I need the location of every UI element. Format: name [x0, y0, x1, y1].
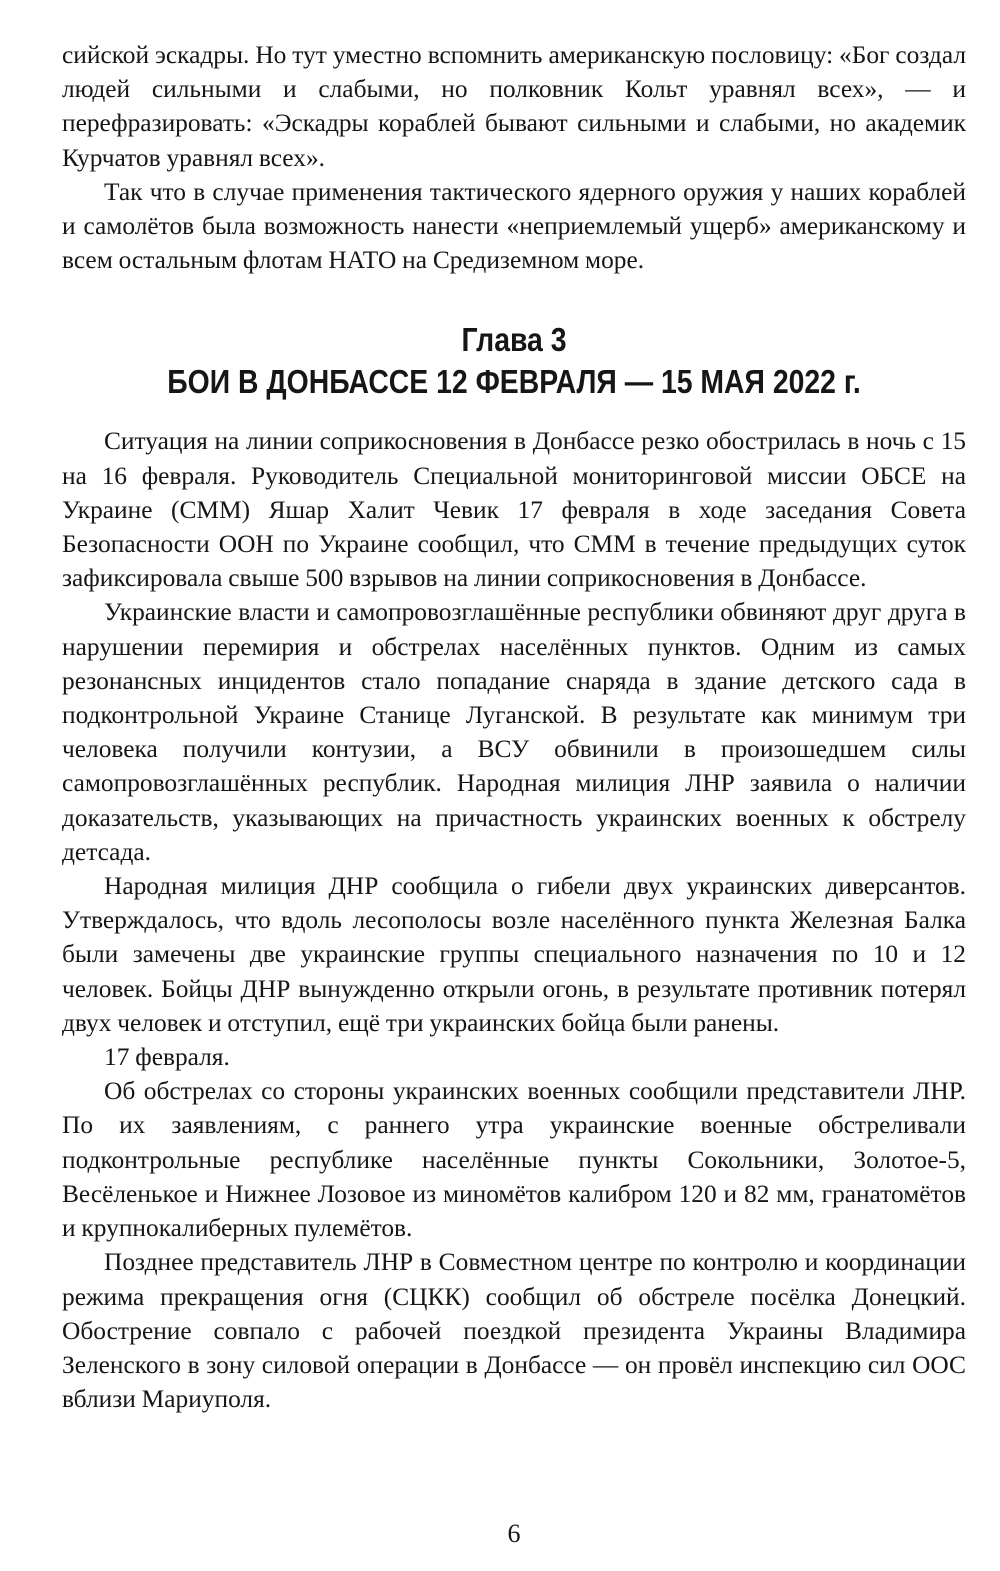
paragraph-3: Народная милиция ДНР сообщила о гибели двух украинских диверсантов. Утверждалось, что вдоль лесополосы возле населённого пункта Железная Балка были замечены две украинские группы специального назначения по 10 и 12 человек. Бойцы ДНР вынужденно открыли огонь, в результате противник потерял двух человек и отступил, ещё три украинских бойца были ранены. — [62, 872, 966, 1037]
paragraph-4: Об обстрелах со стороны украинских военных сообщили представители ЛНР. По их заявлениям, с раннего утра украинские военные обстреливали подконтрольные республике населённые пункты Сокольники, Золотое-5, Весёленькое и Нижнее Лозовое из миномётов калибром 120 и 82 мм, гранатомётов и крупнокалиберных пулемётов. — [62, 1077, 966, 1243]
page-number: 6 — [507, 1519, 521, 1548]
chapter-number: Глава 3 — [461, 321, 567, 359]
chapter-heading — [62, 320, 966, 404]
paragraph-5: Позднее представитель ЛНР в Совместном центре по контролю и координации режима прекращения огня (СЦКК) сообщил об обстреле посёлка Донецкий. Обострение совпало с рабочей поездкой президента Украины Владимира Зеленского в зону силовой операции в Донбассе — он провёл инспекцию сил ООС вблизи Мариуполя. — [62, 1248, 966, 1414]
intro-paragraph-2: Так что в случае применения тактического ядерного оружия у наших кораблей и самолётов была возможность нанести «неприемлемый ущерб» американскому и всем остальным флотам НАТО на Средиземном море. — [62, 177, 966, 275]
chapter-title: БОИ В ДОНБАССЕ 12 ФЕВРАЛЯ — 15 МАЯ 2022 г. — [167, 363, 861, 401]
paragraph-date: 17 февраля. — [104, 1043, 230, 1072]
intro-paragraph-1: сийской эскадры. Но тут уместно вспомнить американскую пословицу: «Бог создал людей сильными и слабыми, но полковник Кольт уравнял всех», — и перефразировать: «Эскадры кораблей бывают сильными и слабыми, но академик Курчатов уравнял всех». — [62, 41, 966, 172]
book-page — [62, 38, 966, 1553]
paragraph-2: Украинские власти и самопровозглашённые республики обвиняют друг друга в нарушении перемирия и обстрелах населённых пунктов. Одним из самых резонансных инцидентов стало попадание снаряда в здание детского сада в подконтрольной Украине Станице Луганской. В результате как минимум три человека получили контузии, а ВСУ обвинили в произошедшем силы самопровозглашённых республик. Народная милиция ЛНР заявила о наличии доказательств, указывающих на причастность украинских военных к обстрелу детсада. — [62, 598, 966, 866]
paragraph-1: Ситуация на линии соприкосновения в Донбассе резко обострилась в ночь с 15 на 16 февраля. Руководитель Специальной мониторинговой миссии ОБСЕ на Украине (СММ) Яшар Халит Чевик 17 февраля в ходе заседания Совета Безопасности ООН по Украине сообщил, что СММ в течение предыдущих суток зафиксировала свыше 500 взрывов на линии соприкосновения в Донбассе. — [62, 427, 966, 593]
